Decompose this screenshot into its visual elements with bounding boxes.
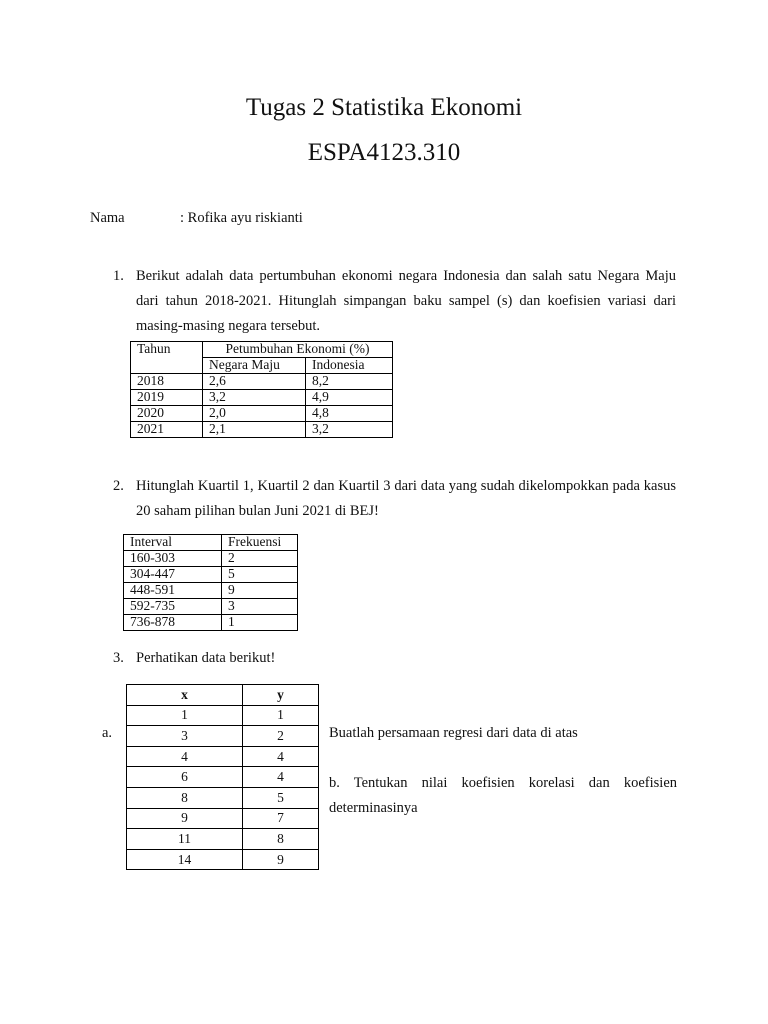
table-cell: 2020 [131, 406, 203, 422]
q1-number: 1. [113, 268, 124, 284]
table-row [127, 808, 319, 829]
q3-text: Perhatikan data berikut! [136, 650, 276, 666]
table-row [131, 374, 393, 390]
name-label: Nama [90, 210, 125, 226]
growth-table [130, 341, 393, 438]
table-cell: 2019 [131, 390, 203, 406]
table-cell: 592-735 [124, 599, 222, 615]
table-cell: 1 [222, 615, 298, 631]
table-cell: 4 [243, 767, 319, 788]
table-cell: 11 [127, 829, 243, 850]
table-cell: 3,2 [306, 422, 393, 438]
x-header: x [127, 685, 243, 706]
developed-country-header: Negara Maju [203, 358, 306, 374]
xy-data-table [126, 684, 319, 870]
name-value: : Rofika ayu riskianti [180, 210, 303, 226]
subquestion-b-text: b. Tentukan nilai koefisien korelasi dan koefisien determinasinya [329, 775, 677, 816]
table-cell: 3,2 [203, 390, 306, 406]
table-cell: 5 [243, 787, 319, 808]
table-cell: 3 [222, 599, 298, 615]
table-cell: 14 [127, 849, 243, 870]
table-row [124, 567, 298, 583]
table-cell: 2 [222, 551, 298, 567]
q2-text: Hitunglah Kuartil 1, Kuartil 2 dan Kuartil 3 dari data yang sudah dikelompokkan pada kasus 20 saham pilihan bulan Juni 2021 di BEJ! [136, 478, 676, 519]
table-cell: 448-591 [124, 583, 222, 599]
table-cell: 4,8 [306, 406, 393, 422]
table-cell: 6 [127, 767, 243, 788]
table-cell: 1 [243, 705, 319, 726]
growth-group-header: Petumbuhan Ekonomi (%) [203, 342, 393, 358]
year-header: Tahun [131, 342, 203, 374]
frequency-table [123, 534, 298, 631]
table-row [127, 787, 319, 808]
subquestion-a-text: Buatlah persamaan regresi dari data di atas [329, 725, 578, 741]
table-row [131, 406, 393, 422]
table-cell: 160-303 [124, 551, 222, 567]
table-cell: 2,1 [203, 422, 306, 438]
table-cell: 8,2 [306, 374, 393, 390]
table-cell: 8 [243, 829, 319, 850]
table-cell: 736-878 [124, 615, 222, 631]
table-row [124, 599, 298, 615]
q3-number: 3. [113, 650, 124, 666]
subquestion-a-marker: a. [102, 725, 113, 741]
table-cell: 2 [243, 726, 319, 747]
table-cell: 304-447 [124, 567, 222, 583]
table-cell: 1 [127, 705, 243, 726]
table-cell: 9 [127, 808, 243, 829]
table-row [127, 705, 319, 726]
table-row [127, 829, 319, 850]
table-cell: 2,6 [203, 374, 306, 390]
table-row [131, 390, 393, 406]
table-cell: 4 [243, 746, 319, 767]
table-row [124, 551, 298, 567]
table-cell: 9 [222, 583, 298, 599]
table-cell: 2021 [131, 422, 203, 438]
table-row [127, 849, 319, 870]
table-row [127, 726, 319, 747]
table-cell: 8 [127, 787, 243, 808]
table-row [124, 615, 298, 631]
table-row [124, 583, 298, 599]
table-cell: 2018 [131, 374, 203, 390]
interval-header: Interval [124, 535, 222, 551]
indonesia-header: Indonesia [306, 358, 393, 374]
table-cell: 9 [243, 849, 319, 870]
table-cell: 5 [222, 567, 298, 583]
q1-text: Berikut adalah data pertumbuhan ekonomi negara Indonesia dan salah satu Negara Maju dari tahun 2018-2021. Hitunglah simpangan baku sampel (s) dan koefisien variasi dari masing-masing negara tersebut. [136, 268, 676, 334]
y-header: y [243, 685, 319, 706]
document-title: Tugas 2 Statistika Ekonomi [245, 94, 523, 121]
table-row [127, 746, 319, 767]
table-cell: 7 [243, 808, 319, 829]
table-cell: 2,0 [203, 406, 306, 422]
frequency-header: Frekuensi [222, 535, 298, 551]
table-row [131, 422, 393, 438]
table-cell: 3 [127, 726, 243, 747]
q2-number: 2. [113, 478, 124, 494]
table-row [127, 767, 319, 788]
table-cell: 4 [127, 746, 243, 767]
course-code: ESPA4123.310 [307, 139, 461, 166]
table-cell: 4,9 [306, 390, 393, 406]
